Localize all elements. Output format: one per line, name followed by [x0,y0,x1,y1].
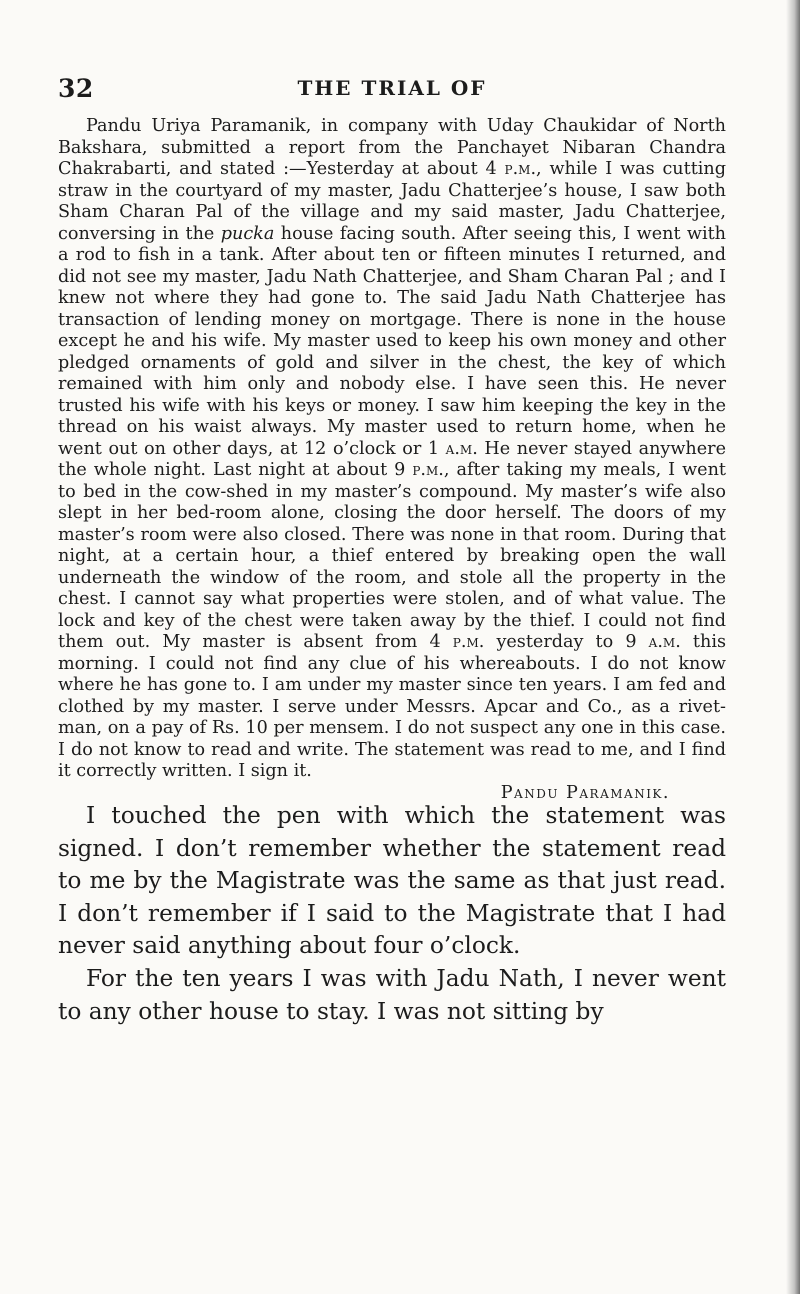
statement-text-4: He never stayed anywhere the whole night. Last night at about 9 [58,438,726,480]
statement-block [58,116,726,804]
time-abbrev: p.m. [452,632,485,652]
time-abbrev: a.m. [648,632,681,652]
statement-paragraph [58,116,726,783]
statement-text-7: this morning. I could not find any clue of his whereabouts. I do not know where he has gone to. I am under my master since ten years. I am fed and clothed by my master. I serve under Messrs. Apcar and Co., as a rivet-man, on a pay of Rs. 10 per mensem. I do not suspect any one in this case. I do not know to read and write. The statement was read to me, and I find it correctly written. I sign it. [58,632,726,781]
statement-text-2: , while I was cutting straw in the courtyard of my master, Jadu Chatterjee’s house, I saw both Sham Charan Pal of the village and my said master, Jadu Chatterjee, conversing in the [58,159,726,244]
page-header [58,74,726,104]
testimony-paragraph-2: For the ten years I was with Jadu Nath, I never went to any other house to stay. I was not sitting by [58,964,726,1025]
signature: Pandu Paramanik. [500,782,670,803]
page-edge-shadow [786,0,800,1294]
statement-text-1: Pandu Uriya Paramanik, in company with Uday Chaukidar of North Bakshara, submitted a report from the Panchayet Nibaran Chandra Chakrabarti, and stated :—Yesterday at about 4 [58,116,726,179]
statement-text-3: house facing south. After seeing this, I went with a rod to fish in a tank. After about ten or fifteen minutes I returned, and did not see my master, Jadu Nath Chatterjee, and Sham Charan Pal ; and I knew not where they had gone to. The said Jadu Nath Chatterjee has transaction of lending money on mortgage. There is none in the house except he and his wife. My master used to keep his own money and other pledged ornaments of gold and silver in the chest, the key of which remained with him only and nobody else. I have seen this. He never trusted his wife with his keys or money. I saw him keeping the key in the thread on his waist always. My master used to return home, when he went out on other days, at 12 o’clock or 1 [58,223,726,459]
testimony-paragraph-1: I touched the pen with which the statement was signed. I don’t remember whether the statement read to me by the Magistrate was the same as that just read. I don’t remember if I said to the Magistrate that I had never said anything about four o’clock. [58,802,726,960]
italic-term: pucka [220,223,275,244]
statement-text-6: yesterday to 9 [484,632,649,652]
testimony-block [58,800,726,1028]
time-abbrev: p.m. [504,159,537,179]
time-abbrev: a.m. [445,438,478,459]
page-number: 32 [58,74,94,103]
statement-text-5: , after taking my meals, I went to bed in the cow-shed in my master’s compound. My master’s wife also slept in her bed-room alone, closing the door herself. The doors of my master’s room were also closed. There was none in that room. During that night, at a certain hour, a thief entered by breaking open the wall underneath the window of the room, and stole all the property in the chest. I cannot say what properties were stolen, and of what value. The lock and key of the chest were taken away by the thief. I could not find them out. My master is absent from 4 [58,460,726,652]
running-title: THE TRIAL OF [297,76,487,100]
time-abbrev: p.m. [412,460,444,480]
